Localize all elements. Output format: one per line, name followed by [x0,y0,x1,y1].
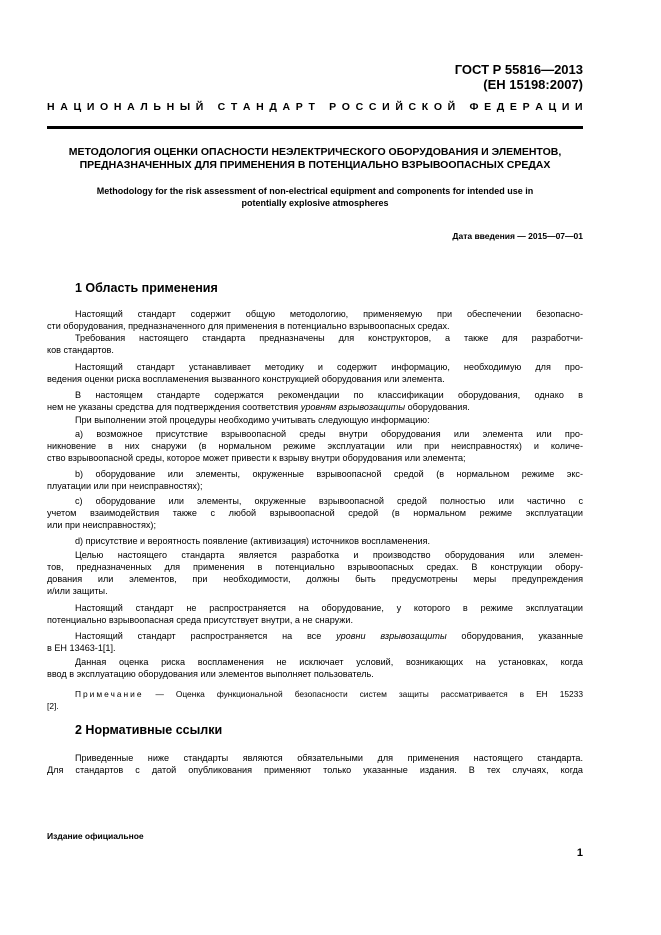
banner-letter: Й [395,101,403,113]
section1-paragraph: Настоящий стандарт устанавливает методику и содержит информацию, необходимую для про- [75,362,583,372]
official-edition-label: Издание официальное [47,831,144,841]
banner-letter: Р [329,101,337,113]
section1-list-item-c: или при неисправностях); [47,520,156,530]
section1-paragraph: тов, предназначенных для применения в потенциально взрывоопасных средах. В конструкции обору- [47,562,583,572]
banner-letter: Ц [73,101,82,113]
page-number: 1 [576,847,583,859]
section1-paragraph: Требования настоящего стандарта предназначены для конструкторов, а также для разработчи- [75,333,583,343]
section1-paragraph: дования или элементов, при необходимости, должны быть предусмотрены меры предупреждения [47,574,583,584]
banner-letter: О [433,101,443,113]
note-label: Примечание [75,689,144,699]
title-en-line1: Methodology for the risk assessment of non-electrical equipment and components for intended use in [96,186,534,196]
en-standard-number: (ЕН 15198:2007) [483,77,583,92]
banner-letter [209,101,212,113]
banner-letter: Л [140,101,148,113]
section2-heading: 2 Нормативные ссылки [75,723,223,737]
section1-list-item-c: учетом взаимодействия также с любой взрывоопасной средой (в нормальном режиме эксплуатации [47,508,583,518]
section1-list-item-a: а) возможное присутствие взрывоопасной среды внутри оборудования или элемента или про- [75,429,583,439]
section1-paragraph: сти оборудования, предназначенного для применения в потенциально взрывоопасных средах. [47,321,450,331]
banner-letter: Ф [469,101,479,113]
banner-letter: С [408,101,417,113]
banner-letter: А [60,101,68,113]
section1-list-item-a: ство взрывоопасной среды, которое может привести к взрыву внутри оборудования или элемента; [47,453,466,463]
section1-paragraph: ввод в эксплуатацию оборудования или элементов выполняет пользователь. [47,669,374,679]
section1-paragraph: ведения оценки риска воспламенения вызванного конструкцией оборудования или элемента. [47,374,445,384]
banner-letter: Н [113,101,122,113]
banner-letter: Н [166,101,175,113]
section2-paragraph: Для стандартов с датой опубликования применяют только указанные издания. В тех случаях, когда [47,765,583,775]
banner-letter: Т [230,101,238,113]
title-ru-line2: ПРЕДНАЗНАЧЕННЫХ ДЛЯ ПРИМЕНЕНИЯ В ПОТЕНЦИАЛЬНО ВЗРЫВООПАСНЫХ СРЕДАХ [79,159,551,171]
section1-paragraph: Настоящий стандарт не распространяется на оборудование, у которого в режиме эксплуатации [75,603,583,613]
document-title-ru [47,146,583,172]
section1-paragraph: в ЕН 13463-1[1]. [47,643,116,653]
banner-letter: Е [484,101,492,113]
banner-letter [461,101,464,113]
section1-list-item-a: никновение в них снаружи (в нормальном режиме эксплуатации или при неисправностях) и количе- [47,441,583,451]
section1-paragraph: ков стандартов. [47,345,114,355]
section1-paragraph: и/или защиты. [47,586,108,596]
banner-letter: Й [195,101,204,113]
section1-paragraph: В настоящем стандарте содержатся рекомендации по классификации оборудования, однако в [75,390,583,400]
banner-letter: Д [269,101,277,113]
banner-letter: К [421,101,429,113]
banner-letter: С [368,101,377,113]
section1-paragraph: При выполнении этой процедуры необходимо учитывать следующую информацию: [75,415,430,425]
banner-letter: Ь [153,101,161,113]
title-en-line2: potentially explosive atmospheres [241,198,389,208]
section1-paragraph: Настоящий стандарт распространяется на все уровни взрывозащиты оборудования, указанные [75,631,584,641]
section1-paragraph: Данная оценка риска воспламенения не исключает условий, возникающих на установках, когда [75,657,583,667]
banner-letter: Ы [179,101,191,113]
banner-letter: Д [496,101,505,113]
banner-letter: Р [522,101,530,113]
standard-number: ГОСТ Р 55816—2013 [454,62,583,77]
banner-letter: И [575,101,583,113]
banner-letter: Ц [548,101,557,113]
standard-number-block [455,62,583,92]
section1-heading: 1 Область применения [75,281,218,295]
banner-letter: О [341,101,350,113]
section1-list-item-b: плуатации или при неисправностях); [47,481,203,491]
banner-letter: Р [295,101,303,113]
section1-note: [2]. [47,701,59,711]
banner-letter: А [282,101,291,113]
section2-paragraph: Приведенные ниже стандарты являются обязательными для применения настоящего стандарта. [75,753,583,763]
intro-date: Дата введения — 2015—07—01 [452,231,583,241]
banner-letter: Е [509,101,517,113]
banner-letter: О [100,101,109,113]
section1-list-item-c: c) оборудование или элементы, окруженные взрывоопасной средой полностью или частично с [75,496,583,506]
title-ru-line1: МЕТОДОЛОГИЯ ОЦЕНКИ ОПАСНОСТИ НЕЭЛЕКТРИЧЕСКОГО ОБОРУДОВАНИЯ И ЭЛЕМЕНТОВ, [68,146,562,158]
section1-paragraph: нем не указаны средства для подтверждения соответствия уровням взрывозащиты оборудования. [47,402,470,412]
banner-letter: Н [47,101,55,113]
banner-letter: Т [308,101,315,113]
banner-letter: И [382,101,390,113]
banner-letter: С [355,101,364,113]
national-standard-banner [47,101,583,113]
section1-paragraph: Настоящий стандарт содержит общую методологию, применяемую при обеспечении безопасно- [75,309,583,319]
banner-letter: И [86,101,95,113]
banner-letter: А [242,101,251,113]
header-rule [47,126,583,129]
banner-letter: А [127,101,135,113]
section1-note: Примечание — Оценка функциональной безопасности систем защиты рассматривается в ЕН 15233 [75,689,583,699]
section1-paragraph: Целью настоящего стандарта является разработка и производство оборудования или элемен- [75,550,583,560]
document-title-en [47,185,583,209]
banner-letter [321,101,324,113]
section1-list-item-b: b) оборудование или элементы, окруженные взрывоопасной средой (в нормальном режиме экс- [75,469,583,479]
banner-letter: Н [256,101,264,113]
banner-letter: С [217,101,226,113]
section1-list-item-d: d) присутствие и вероятность появление (активизация) источников воспламенения. [75,536,431,546]
banner-letter: Й [447,101,456,113]
banner-letter: А [535,101,543,113]
section1-paragraph: потенциально взрывоопасная среда присутствует внутри, а не снаружи. [47,615,353,625]
banner-letter: И [561,101,570,113]
